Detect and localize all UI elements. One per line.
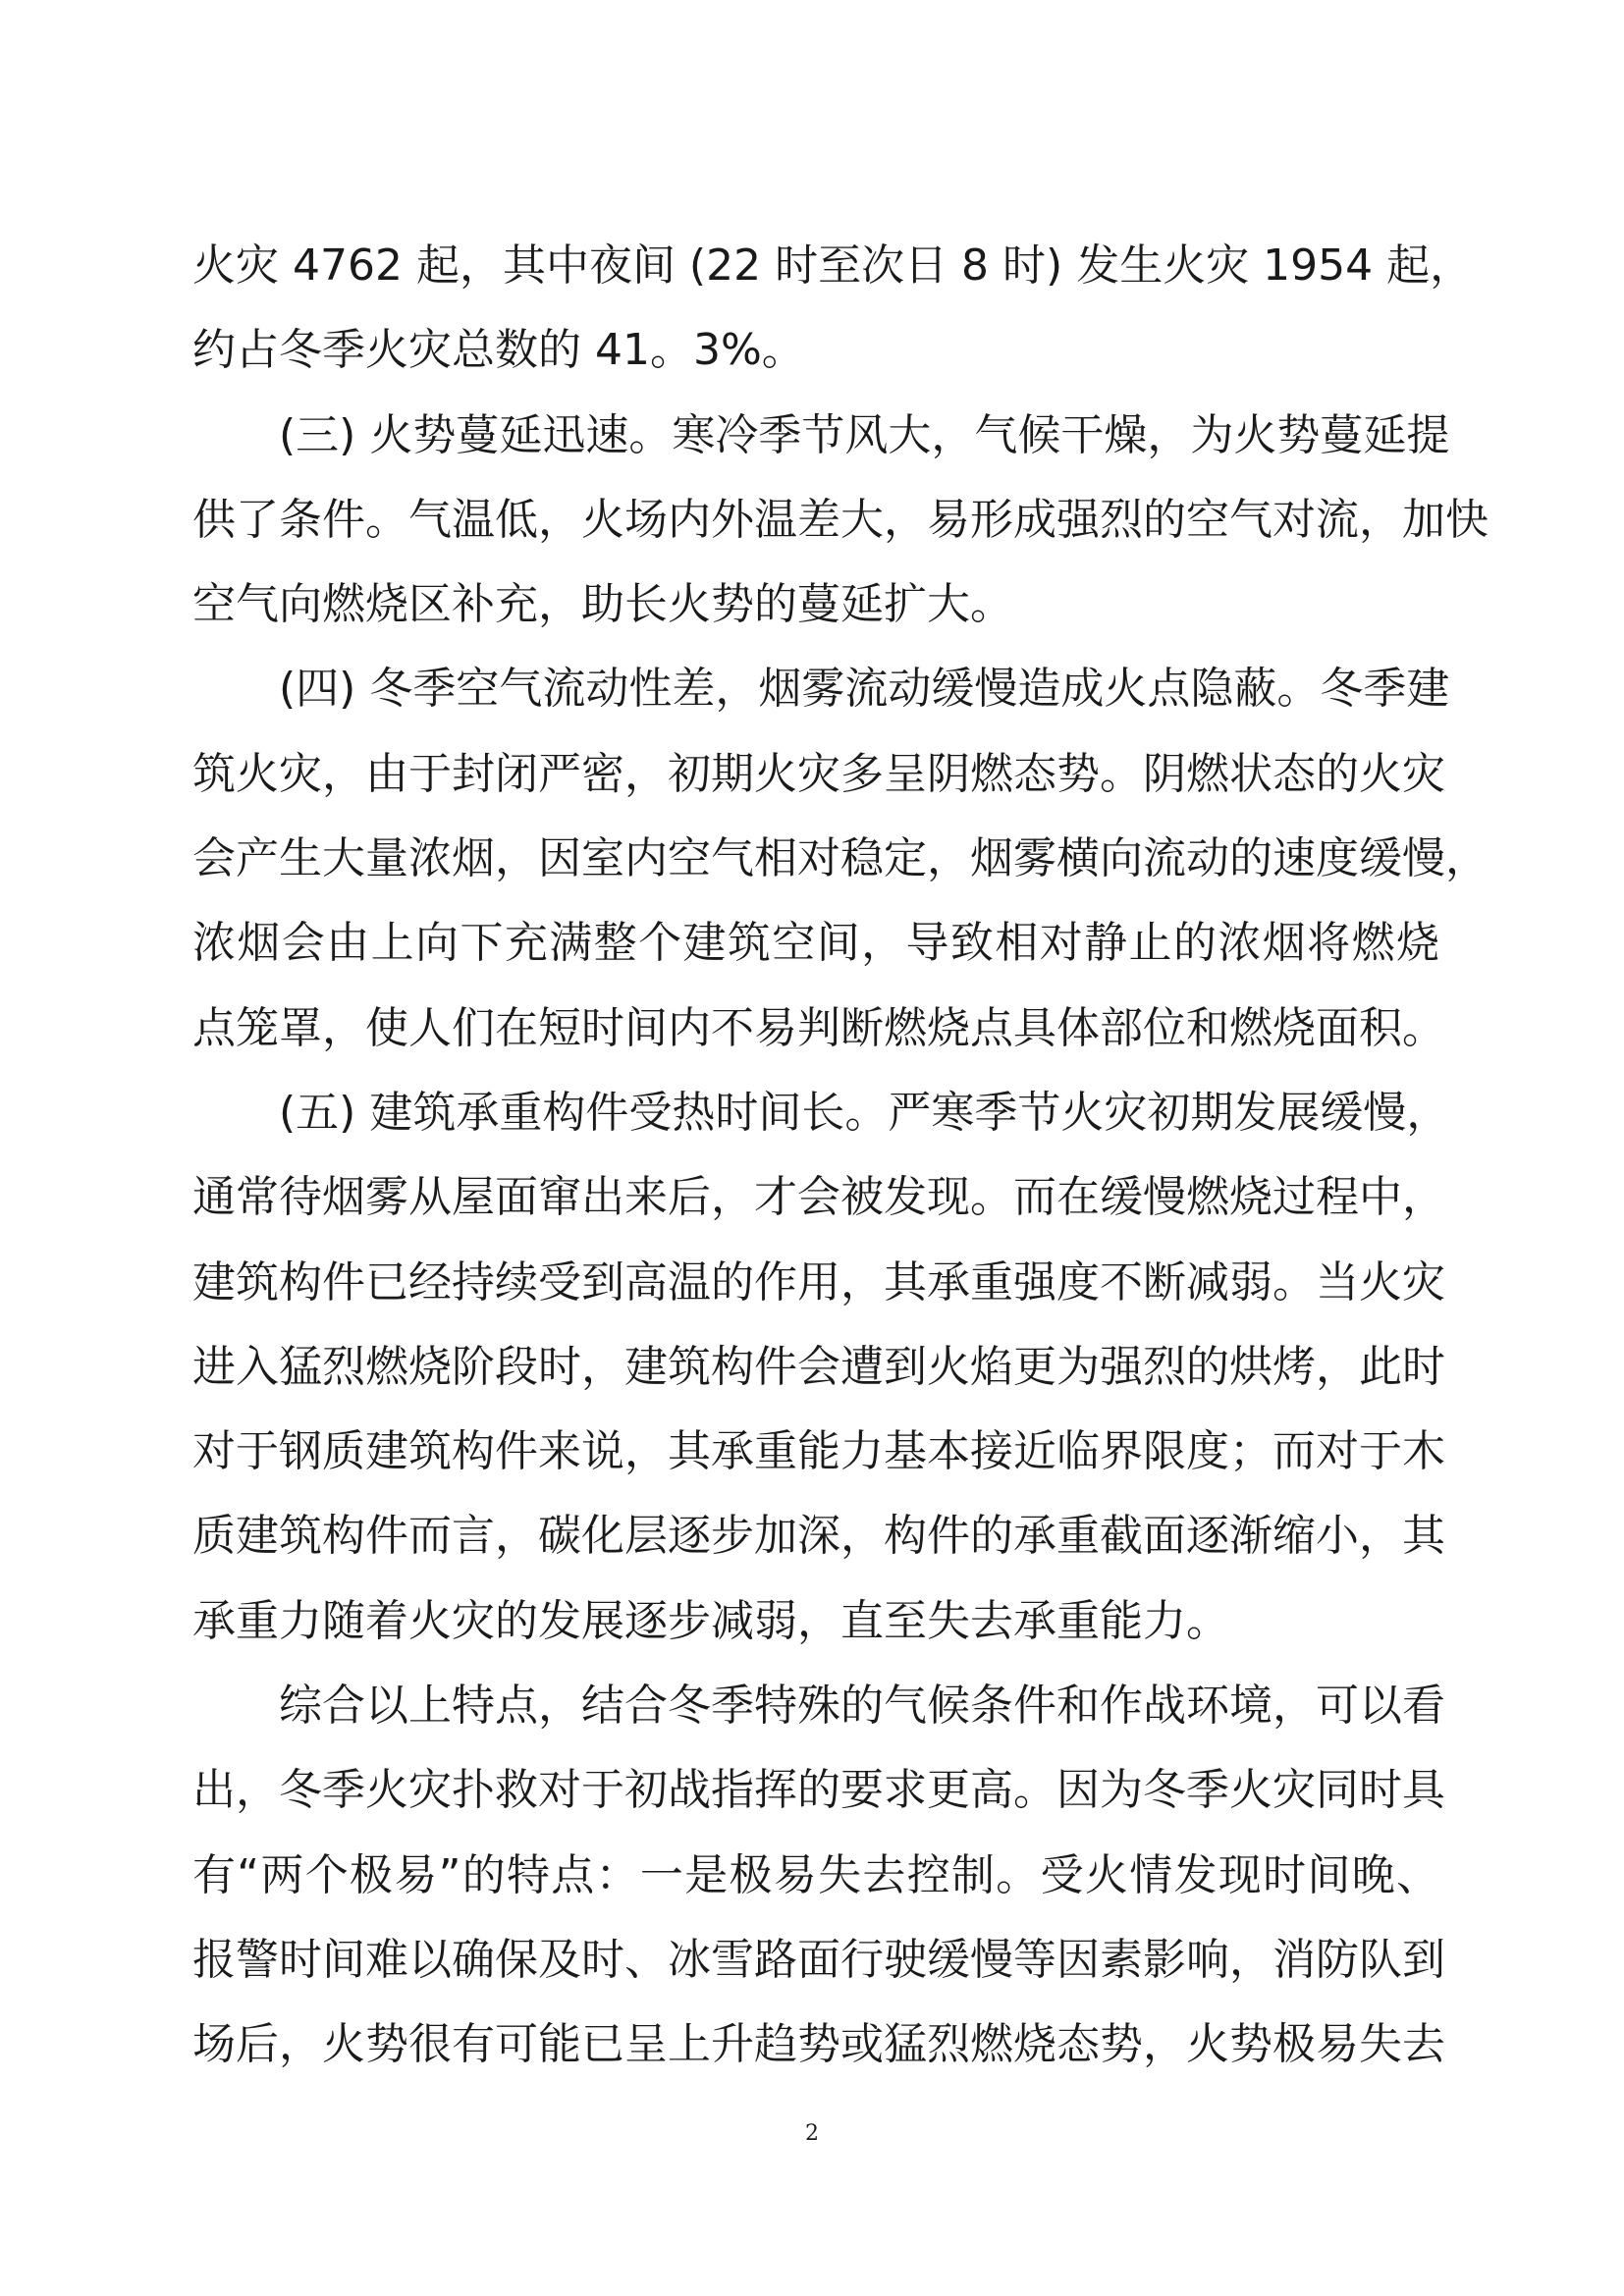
text-line: 对于钢质建筑构件来说，其承重能力基本接近临界限度；而对于木 (192, 1426, 1445, 1477)
text-line: 建筑构件已经持续受到高温的作用，其承重强度不断减弱。当火灾 (192, 1256, 1445, 1308)
text-line: 有“两个极易”的特点：一是极易失去控制。受火情发现时间晚、 (192, 1849, 1439, 1900)
text-line: (五) 建筑承重构件受热时间长。严寒季节火灾初期发展缓慢， (279, 1087, 1450, 1138)
paragraph-continued (192, 224, 1474, 394)
text-line: 通常待烟雾从屋面窜出来后，才会被发现。而在缓慢燃烧过程中， (192, 1172, 1445, 1223)
text-line: (三) 火势蔓延迅速。寒冷季节风大，气候干燥，为火势蔓延提 (279, 409, 1450, 460)
text-line: 综合以上特点，结合冬季特殊的气候条件和作战环境，可以看 (279, 1681, 1445, 1732)
text-line: 火灾 4762 起，其中夜间 (22 时至次日 8 时) 发生火灾 1954 起， (192, 240, 1474, 291)
text-line: 供了条件。气温低，火场内外温差大，易形成强烈的空气对流，加快 (192, 494, 1489, 545)
paragraph-fire-spread (192, 394, 1489, 648)
text-line: 浓烟会由上向下充满整个建筑空间，导致相对静止的浓烟将燃烧 (192, 918, 1439, 969)
text-line: (四) 冬季空气流动性差，烟雾流动缓慢造成火点隐蔽。冬季建 (279, 664, 1450, 715)
text-line: 承重力随着火灾的发展逐步减弱，直至失去承重能力。 (192, 1595, 1229, 1646)
text-line: 会产生大量浓烟，因室内空气相对稳定，烟雾横向流动的速度缓慢， (192, 833, 1489, 884)
text-line: 报警时间难以确保及时、冰雪路面行驶缓慢等因素影响，消防队到 (192, 1934, 1445, 1985)
paragraph-summary (192, 1664, 1445, 2087)
text-line: 筑火灾，由于封闭严密，初期火灾多呈阴燃态势。阴燃状态的火灾 (192, 748, 1445, 799)
paragraph-load-bearing (192, 1071, 1450, 1664)
text-line: 质建筑构件而言，碳化层逐步加深，构件的承重截面逐渐缩小，其 (192, 1511, 1445, 1562)
text-line: 场后，火势很有可能已呈上升趋势或猛烈燃烧态势，火势极易失去 (192, 2019, 1445, 2070)
paragraph-smoke-concealment (192, 647, 1489, 1070)
text-line: 进入猛烈燃烧阶段时，建筑构件会遭到火焰更为强烈的烘烤，此时 (192, 1341, 1445, 1392)
page-number: 2 (805, 2121, 819, 2146)
text-line: 出，冬季火灾扑救对于初战指挥的要求更高。因为冬季火灾同时具 (192, 1765, 1445, 1816)
body-text (192, 224, 1489, 2088)
text-line: 约占冬季火灾总数的 41。3%。 (192, 325, 805, 376)
text-line: 空气向燃烧区补充，助长火势的蔓延扩大。 (192, 579, 1013, 630)
text-line: 点笼罩，使人们在短时间内不易判断燃烧点具体部位和燃烧面积。 (192, 1002, 1445, 1053)
